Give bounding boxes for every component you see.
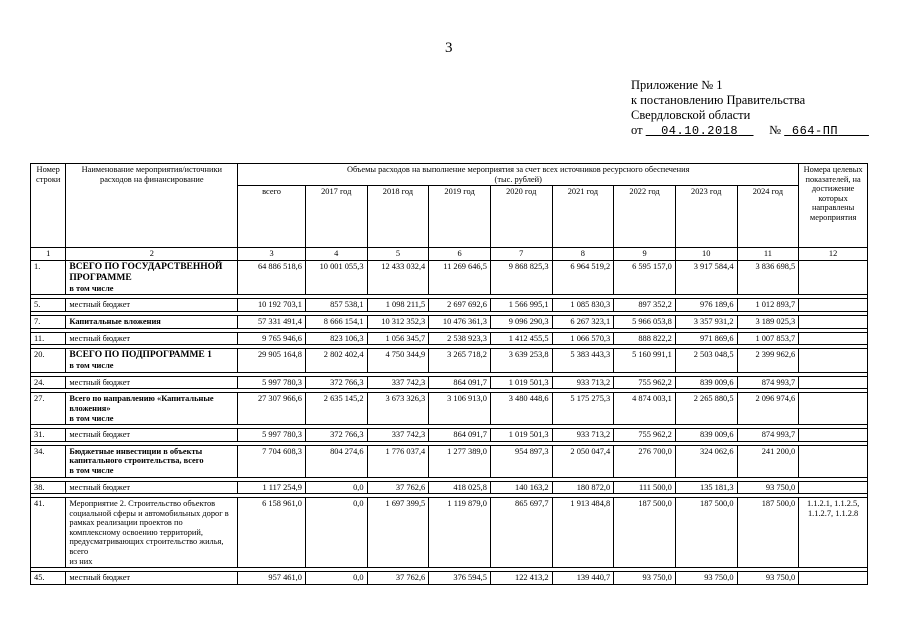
- cell-targets: [799, 332, 868, 345]
- col-number: 8: [552, 248, 614, 261]
- header-year: 2022 год: [614, 186, 676, 248]
- cell-year-value: 2 096 974,6: [737, 393, 799, 425]
- cell-year-value: 804 274,6: [305, 445, 367, 477]
- cell-year-value: 2 503 048,5: [675, 349, 737, 373]
- cell-year-value: 37 762,6: [367, 572, 429, 585]
- row-number: 7.: [31, 315, 66, 328]
- cell-total: 5 997 780,3: [238, 429, 306, 442]
- cell-year-value: 376 594,5: [429, 572, 491, 585]
- appendix-line2: к постановлению Правительства: [631, 93, 806, 107]
- financing-table: [30, 163, 868, 585]
- cell-year-value: 3 673 326,3: [367, 393, 429, 425]
- cell-total: 5 997 780,3: [238, 376, 306, 389]
- row-number: 1.: [31, 260, 66, 295]
- cell-year-value: 874 993,7: [737, 376, 799, 389]
- cell-year-value: 4 874 003,1: [614, 393, 676, 425]
- cell-targets: [799, 572, 868, 585]
- cell-year-value: 122 413,2: [490, 572, 552, 585]
- table-row: [31, 498, 868, 568]
- cell-targets: [799, 315, 868, 328]
- cell-year-value: 3 106 913,0: [429, 393, 491, 425]
- cell-targets: [799, 260, 868, 295]
- cell-year-value: 1 776 037,4: [367, 445, 429, 477]
- table-row: [31, 349, 868, 373]
- cell-targets: [799, 393, 868, 425]
- appendix-line3: Свердловской области: [631, 108, 751, 122]
- header-year: 2019 год: [429, 186, 491, 248]
- cell-year-value: 37 762,6: [367, 481, 429, 494]
- table-row: [31, 299, 868, 312]
- appendix-number: 664-ПП: [791, 124, 839, 138]
- cell-year-value: 187 500,0: [675, 498, 737, 568]
- cell-year-value: 276 700,0: [614, 445, 676, 477]
- cell-year-value: 897 352,2: [614, 299, 676, 312]
- cell-total: 27 307 966,6: [238, 393, 306, 425]
- row-number: 34.: [31, 445, 66, 477]
- cell-year-value: 3 480 448,6: [490, 393, 552, 425]
- row-number: 5.: [31, 299, 66, 312]
- cell-year-value: 10 001 055,3: [305, 260, 367, 295]
- cell-year-value: 1 913 484,8: [552, 498, 614, 568]
- cell-year-value: 187 500,0: [614, 498, 676, 568]
- cell-year-value: 755 962,2: [614, 376, 676, 389]
- header-year: 2023 год: [675, 186, 737, 248]
- table-row: [31, 572, 868, 585]
- cell-total: 29 905 164,8: [238, 349, 306, 373]
- cell-total: 6 158 961,0: [238, 498, 306, 568]
- cell-year-value: 3 357 931,2: [675, 315, 737, 328]
- cell-year-value: 372 766,3: [305, 376, 367, 389]
- cell-year-value: 839 009,6: [675, 429, 737, 442]
- header-targets: Номера целевых показателей, на достижение которых направлены мероприятия: [799, 164, 868, 248]
- cell-targets: [799, 349, 868, 373]
- cell-year-value: 4 750 344,9: [367, 349, 429, 373]
- cell-year-value: 6 595 157,0: [614, 260, 676, 295]
- cell-year-value: 874 993,7: [737, 429, 799, 442]
- cell-year-value: 1 012 893,7: [737, 299, 799, 312]
- table-row: [31, 376, 868, 389]
- cell-year-value: 1 007 853,7: [737, 332, 799, 345]
- cell-year-value: 1 277 389,0: [429, 445, 491, 477]
- cell-targets: [799, 429, 868, 442]
- cell-year-value: 10 476 361,3: [429, 315, 491, 328]
- cell-year-value: 2 697 692,6: [429, 299, 491, 312]
- cell-total: 64 886 518,6: [238, 260, 306, 295]
- cell-year-value: 3 917 584,4: [675, 260, 737, 295]
- cell-year-value: 9 868 825,3: [490, 260, 552, 295]
- cell-year-value: 0,0: [305, 481, 367, 494]
- cell-year-value: 139 440,7: [552, 572, 614, 585]
- cell-year-value: 933 713,2: [552, 429, 614, 442]
- header-year: 2021 год: [552, 186, 614, 248]
- cell-year-value: 954 897,3: [490, 445, 552, 477]
- cell-year-value: 111 500,0: [614, 481, 676, 494]
- cell-year-value: 1 566 995,1: [490, 299, 552, 312]
- row-number: 31.: [31, 429, 66, 442]
- header-year: 2024 год: [737, 186, 799, 248]
- column-numbers-row: [31, 248, 868, 261]
- cell-total: 9 765 946,6: [238, 332, 306, 345]
- cell-year-value: 6 964 519,2: [552, 260, 614, 295]
- row-number: 11.: [31, 332, 66, 345]
- row-name: ВСЕГО ПО ПОДПРОГРАММЕ 1 в том числе: [66, 349, 238, 373]
- cell-targets: [799, 299, 868, 312]
- cell-targets: 1.1.2.1, 1.1.2.5, 1.1.2.7, 1.1.2.8: [799, 498, 868, 568]
- cell-year-value: 418 025,8: [429, 481, 491, 494]
- row-sub: в том числе: [69, 361, 114, 371]
- header-year: 2020 год: [490, 186, 552, 248]
- cell-year-value: 2 538 923,3: [429, 332, 491, 345]
- cell-year-value: 865 697,7: [490, 498, 552, 568]
- cell-year-value: 337 742,3: [367, 376, 429, 389]
- row-sub: в том числе: [69, 465, 114, 475]
- cell-year-value: 5 383 443,3: [552, 349, 614, 373]
- cell-year-value: 1 697 399,5: [367, 498, 429, 568]
- col-number: 11: [737, 248, 799, 261]
- cell-year-value: 10 312 352,3: [367, 315, 429, 328]
- cell-targets: [799, 376, 868, 389]
- cell-year-value: 93 750,0: [737, 481, 799, 494]
- table-row: [31, 429, 868, 442]
- row-number: 20.: [31, 349, 66, 373]
- cell-targets: [799, 445, 868, 477]
- cell-year-value: 3 639 253,8: [490, 349, 552, 373]
- cell-year-value: 888 822,2: [614, 332, 676, 345]
- cell-year-value: 1 019 501,3: [490, 376, 552, 389]
- cell-year-value: 857 538,1: [305, 299, 367, 312]
- cell-year-value: 839 009,6: [675, 376, 737, 389]
- row-number: 38.: [31, 481, 66, 494]
- cell-year-value: 135 181,3: [675, 481, 737, 494]
- cell-year-value: 93 750,0: [614, 572, 676, 585]
- cell-year-value: 3 265 718,2: [429, 349, 491, 373]
- cell-year-value: 9 096 290,3: [490, 315, 552, 328]
- cell-year-value: 971 869,6: [675, 332, 737, 345]
- number-prefix: №: [769, 123, 782, 137]
- cell-year-value: 864 091,7: [429, 429, 491, 442]
- col-number: 10: [675, 248, 737, 261]
- cell-year-value: 93 750,0: [737, 572, 799, 585]
- cell-year-value: 2 802 402,4: [305, 349, 367, 373]
- col-number: 3: [238, 248, 306, 261]
- cell-total: 7 704 608,3: [238, 445, 306, 477]
- row-name: местный бюджет: [66, 299, 238, 312]
- table-row: [31, 315, 868, 328]
- cell-year-value: 5 966 053,8: [614, 315, 676, 328]
- cell-year-value: 933 713,2: [552, 376, 614, 389]
- col-number: 4: [305, 248, 367, 261]
- cell-targets: [799, 481, 868, 494]
- col-number: 6: [429, 248, 491, 261]
- cell-year-value: 324 062,6: [675, 445, 737, 477]
- cell-year-value: 0,0: [305, 572, 367, 585]
- row-name: Бюджетные инвестиции в объекты капитального строительства, всего в том числе: [66, 445, 238, 477]
- appendix-title: Приложение № 1: [631, 78, 723, 92]
- col-number: 2: [66, 248, 238, 261]
- cell-year-value: 1 412 455,5: [490, 332, 552, 345]
- cell-year-value: 1 098 211,5: [367, 299, 429, 312]
- cell-year-value: 755 962,2: [614, 429, 676, 442]
- cell-year-value: 1 066 570,3: [552, 332, 614, 345]
- cell-year-value: 2 050 047,4: [552, 445, 614, 477]
- row-name: Всего по направлению «Капитальные вложения» в том числе: [66, 393, 238, 425]
- appendix-date-line: [631, 123, 869, 139]
- cell-year-value: 8 666 154,1: [305, 315, 367, 328]
- page-number: 3: [445, 40, 453, 56]
- table-row: [31, 332, 868, 345]
- row-name: местный бюджет: [66, 429, 238, 442]
- cell-year-value: 0,0: [305, 498, 367, 568]
- cell-year-value: 372 766,3: [305, 429, 367, 442]
- cell-year-value: 2 635 145,2: [305, 393, 367, 425]
- table-row: [31, 393, 868, 425]
- cell-year-value: 241 200,0: [737, 445, 799, 477]
- row-name: Капитальные вложения: [66, 315, 238, 328]
- cell-total: 57 331 491,4: [238, 315, 306, 328]
- row-name: местный бюджет: [66, 332, 238, 345]
- header-row-number: Номер строки: [31, 164, 66, 248]
- cell-year-value: 976 189,6: [675, 299, 737, 312]
- row-number: 41.: [31, 498, 66, 568]
- row-sub: из них: [69, 556, 93, 566]
- cell-year-value: 1 085 830,3: [552, 299, 614, 312]
- header-name: Наименование мероприятия/источники расходов на финансирование: [66, 164, 238, 248]
- header-units: (тыс. рублей): [494, 174, 542, 184]
- cell-year-value: 5 160 991,1: [614, 349, 676, 373]
- cell-year-value: 1 056 345,7: [367, 332, 429, 345]
- row-number: 27.: [31, 393, 66, 425]
- row-name: местный бюджет: [66, 572, 238, 585]
- cell-total: 1 117 254,9: [238, 481, 306, 494]
- cell-total: 10 192 703,1: [238, 299, 306, 312]
- col-number: 5: [367, 248, 429, 261]
- cell-year-value: 1 119 879,0: [429, 498, 491, 568]
- row-name: местный бюджет: [66, 481, 238, 494]
- header-year: 2017 год: [305, 186, 367, 248]
- cell-total: 957 461,0: [238, 572, 306, 585]
- col-number: 1: [31, 248, 66, 261]
- row-number: 45.: [31, 572, 66, 585]
- date-prefix: от: [631, 123, 643, 137]
- table-row: [31, 260, 868, 295]
- cell-year-value: 2 265 880,5: [675, 393, 737, 425]
- cell-year-value: 3 189 025,3: [737, 315, 799, 328]
- cell-year-value: 1 019 501,3: [490, 429, 552, 442]
- cell-year-value: 180 872,0: [552, 481, 614, 494]
- cell-year-value: 337 742,3: [367, 429, 429, 442]
- row-name: ВСЕГО ПО ГОСУДАРСТВЕННОЙ ПРОГРАММЕ в том числе: [66, 260, 238, 295]
- row-name: местный бюджет: [66, 376, 238, 389]
- cell-year-value: 3 836 698,5: [737, 260, 799, 295]
- col-number: 12: [799, 248, 868, 261]
- header-total: всего: [238, 186, 306, 248]
- table-row: [31, 445, 868, 477]
- row-number: 24.: [31, 376, 66, 389]
- row-sub: в том числе: [69, 283, 114, 293]
- appendix-header: [631, 78, 869, 139]
- row-sub: в том числе: [69, 413, 114, 423]
- cell-year-value: 5 175 275,3: [552, 393, 614, 425]
- col-number: 7: [490, 248, 552, 261]
- cell-year-value: 140 163,2: [490, 481, 552, 494]
- table-row: [31, 481, 868, 494]
- cell-year-value: 6 267 323,1: [552, 315, 614, 328]
- row-name: Мероприятие 2. Строительство объектов социальной сферы и автомобильных дорог в рамках реализации проектов по комплексному освоению территорий, предусматривающих строительство жилья, всего из них: [66, 498, 238, 568]
- cell-year-value: 11 269 646,5: [429, 260, 491, 295]
- header-year: 2018 год: [367, 186, 429, 248]
- cell-year-value: 2 399 962,6: [737, 349, 799, 373]
- col-number: 9: [614, 248, 676, 261]
- cell-year-value: 187 500,0: [737, 498, 799, 568]
- cell-year-value: 864 091,7: [429, 376, 491, 389]
- cell-year-value: 823 106,3: [305, 332, 367, 345]
- cell-year-value: 12 433 032,4: [367, 260, 429, 295]
- header-volumes: Объемы расходов на выполнение мероприятия за счет всех источников ресурсного обеспечения (тыс. рублей): [238, 164, 799, 186]
- cell-year-value: 93 750,0: [675, 572, 737, 585]
- appendix-date: 04.10.2018: [661, 124, 739, 138]
